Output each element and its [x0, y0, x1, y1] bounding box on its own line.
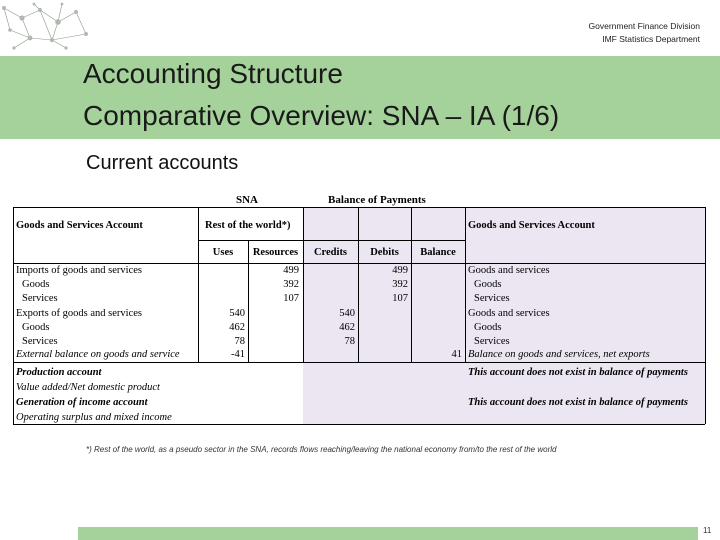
subheader-border [198, 240, 465, 241]
page-title-line1: Accounting Structure [83, 58, 343, 89]
header-credits: Credits [313, 247, 348, 258]
cell-resources: 392 [283, 279, 299, 290]
network-graphic-logo [0, 0, 92, 56]
col-divider-6 [465, 207, 466, 362]
lower-right-label: This account does not exist in balance of payments [468, 367, 688, 378]
footnote: *) Rest of the world, as a pseudo sector in the SNA, records flows reaching/leaving the national economy from/to the rest of the world [86, 445, 557, 454]
cell-uses: 78 [234, 336, 245, 347]
lower-left-label: Production account [16, 367, 102, 378]
table-left-border [13, 207, 14, 424]
row-left-label: Services [22, 336, 58, 347]
cell-resources: 107 [283, 293, 299, 304]
body-bottom-border [13, 362, 705, 363]
header-resources: Resources [252, 247, 299, 258]
cell-credits: 78 [344, 336, 355, 347]
cell-resources: 499 [283, 265, 299, 276]
table-bottom-border [13, 424, 705, 425]
org-division: Government Finance Division [588, 21, 700, 31]
header-balance: Balance [420, 247, 456, 258]
section-subtitle: Current accounts [86, 152, 239, 174]
row-right-label: Goods [474, 322, 502, 333]
row-left-label: Goods [22, 322, 50, 333]
row-left-label: Exports of goods and services [16, 308, 142, 319]
cell-uses: 540 [229, 308, 245, 319]
cell-uses: 462 [229, 322, 245, 333]
header-rest-of-world: Rest of the world*) [205, 220, 291, 231]
col-divider-5 [411, 207, 412, 362]
header-left-account: Goods and Services Account [16, 220, 143, 231]
lower-right-label: This account does not exist in balance of payments [468, 397, 688, 408]
row-right-label: Balance on goods and services, net exports [468, 349, 650, 360]
cell-debits: 392 [392, 279, 408, 290]
page-title-line2: Comparative Overview: SNA – IA (1/6) [83, 100, 560, 131]
row-left-label: Imports of goods and services [16, 265, 142, 276]
header-uses: Uses [212, 247, 234, 258]
table-right-border [705, 207, 706, 424]
bottom-bar [78, 527, 698, 540]
row-left-label: Services [22, 293, 58, 304]
group-header-bop: Balance of Payments [328, 194, 426, 206]
cell-credits: 462 [339, 322, 355, 333]
group-header-sna: SNA [236, 194, 259, 206]
row-right-label: Services [474, 293, 510, 304]
cell-credits: 540 [339, 308, 355, 319]
cell-debits: 107 [392, 293, 408, 304]
row-right-label: Services [474, 336, 510, 347]
lower-left-label: Generation of income account [16, 397, 148, 408]
row-left-label: Goods [22, 279, 50, 290]
row-right-label: Goods [474, 279, 502, 290]
cell-balance: 41 [451, 349, 462, 360]
organization-header [589, 20, 701, 46]
lower-left-label: Value added/Net domestic product [16, 382, 160, 393]
org-department: IMF Statistics Department [602, 34, 700, 44]
row-right-label: Goods and services [468, 265, 550, 276]
table-top-border [13, 207, 705, 208]
page-number: 11 [703, 526, 712, 535]
cell-uses: -41 [231, 349, 245, 360]
header-debits: Debits [370, 247, 399, 258]
row-left-label: External balance on goods and service [16, 349, 180, 360]
cell-debits: 499 [392, 265, 408, 276]
row-right-label: Goods and services [468, 308, 550, 319]
lower-left-label: Operating surplus and mixed income [16, 412, 172, 423]
header-right-account: Goods and Services Account [468, 220, 595, 231]
